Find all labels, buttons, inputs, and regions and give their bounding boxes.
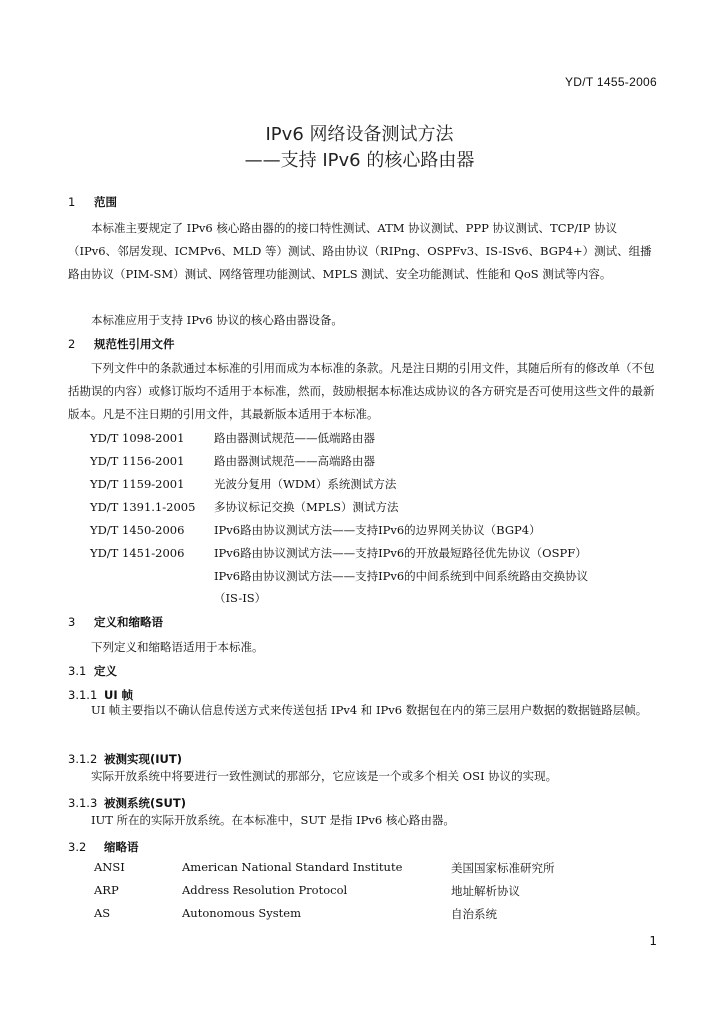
subsection-title: 被测系统(SUT) [104, 796, 186, 810]
reference-code: YD/T 1451-2006 [90, 546, 185, 560]
subsection-number: 3.1.1 [68, 688, 98, 702]
reference-title: 多协议标记交换（MPLS）测试方法 [214, 500, 399, 514]
abbreviation: ANSI [94, 860, 125, 874]
reference-item [90, 545, 587, 561]
reference-title: IPv6路由协议测试方法——支持IPv6的边界网关协议（BGP4） [214, 523, 541, 537]
abbreviation-english: American National Standard Institute [182, 860, 403, 874]
reference-item [90, 453, 375, 469]
section-1-paragraph: 本标准主要规定了 IPv6 核心路由器的的接口特性测试、ATM 协议测试、PPP 协议测试、TCP/IP 协议（IPv6、邻居发现、ICMPv6、MLD 等）测试、路由协议（RIPng、OSPFv3、IS-ISv6、BGP4+）测试、组播路由协议（PIM-SM）测试、网络管理功能测试、MPLS 测试、安全功能测试、性能和 QoS 测试等内容。 [68, 221, 652, 281]
reference-title: IPv6路由协议测试方法——支持IPv6的中间系统到中间系统路由交换协议 [214, 569, 589, 583]
subsection-title: UI 帧 [104, 688, 134, 702]
subsection-title: 缩略语 [104, 840, 139, 854]
section-title: 定义和缩略语 [94, 615, 163, 629]
abbreviation-chinese: 地址解析协议 [451, 884, 520, 898]
reference-code: YD/T 1156-2001 [90, 454, 185, 468]
abbreviation: AS [94, 906, 111, 920]
section-number: 2 [68, 337, 76, 351]
reference-item [90, 499, 399, 515]
section-2-paragraph: 下列文件中的条款通过本标准的引用而成为本标准的条款。凡是注日期的引用文件，其随后所有的修改单（不包括勘误的内容）或修订版均不适用于本标准，然而，鼓励根据本标准达成协议的各方研究是否可使用这些文件的最新版本。凡是不注日期的引用文件，其最新版本适用于本标准。 [68, 361, 655, 421]
reference-item [90, 476, 396, 492]
subsection-3-1-heading [68, 663, 117, 679]
abbreviation-chinese: 自治系统 [451, 907, 497, 921]
reference-code: YD/T 1391.1-2005 [90, 500, 196, 514]
definition-iut: 实际开放系统中将要进行一致性测试的那部分，它应该是一个或多个相关 OSI 协议的实现。 [91, 769, 558, 783]
reference-item [90, 430, 375, 446]
subsection-title: 被测实现(IUT) [104, 752, 182, 766]
section-number: 1 [68, 195, 76, 209]
reference-title: 光波分复用（WDM）系统测试方法 [214, 477, 397, 491]
subsection-number: 3.2 [68, 840, 87, 854]
section-1-scope-paragraph: 本标准应用于支持 IPv6 协议的核心路由器设备。 [91, 313, 343, 327]
abbreviation-chinese: 美国国家标准研究所 [451, 861, 555, 875]
section-2-heading [68, 336, 175, 352]
definition-sut: IUT 所在的实际开放系统。在本标准中，SUT 是指 IPv6 核心路由器。 [91, 813, 455, 827]
abbreviation-english: Autonomous System [182, 906, 301, 920]
subsection-number: 3.1 [68, 664, 87, 678]
section-3-heading [68, 614, 163, 630]
reference-code: YD/T 1159-2001 [90, 477, 185, 491]
subsection-title: 定义 [94, 664, 117, 678]
abbreviation-english: Address Resolution Protocol [182, 883, 348, 897]
reference-continuation: （IS-IS） [214, 591, 267, 605]
reference-item [90, 522, 541, 538]
reference-code: YD/T 1098-2001 [90, 431, 185, 445]
reference-item [90, 568, 588, 584]
section-1-heading [68, 194, 117, 210]
section-title: 范围 [94, 195, 117, 209]
reference-code: YD/T 1450-2006 [90, 523, 185, 537]
reference-title: IPv6路由协议测试方法——支持IPv6的开放最短路径优先协议（OSPF） [214, 546, 587, 560]
document-title-line1: IPv6 网络设备测试方法 [265, 124, 454, 145]
subsection-number: 3.1.2 [68, 752, 98, 766]
section-number: 3 [68, 615, 76, 629]
section-title: 规范性引用文件 [94, 337, 175, 351]
abbreviation: ARP [94, 883, 119, 897]
page-number: 1 [649, 934, 657, 948]
reference-title: 路由器测试规范——低端路由器 [214, 431, 375, 445]
reference-title: 路由器测试规范——高端路由器 [214, 454, 375, 468]
subsection-number: 3.1.3 [68, 796, 98, 810]
subsection-3-2-heading [68, 839, 139, 855]
definition-ui-frame: UI 帧主要指以不确认信息传送方式来传送包括 IPv4 和 IPv6 数据包在内的第三层用户数据的数据链路层帧。 [91, 703, 648, 717]
document-title-line2: ——支持 IPv6 的核心路由器 [244, 150, 475, 171]
section-3-intro: 下列定义和缩略语适用于本标准。 [91, 640, 264, 654]
standard-code: YD/T 1455-2006 [564, 75, 657, 89]
